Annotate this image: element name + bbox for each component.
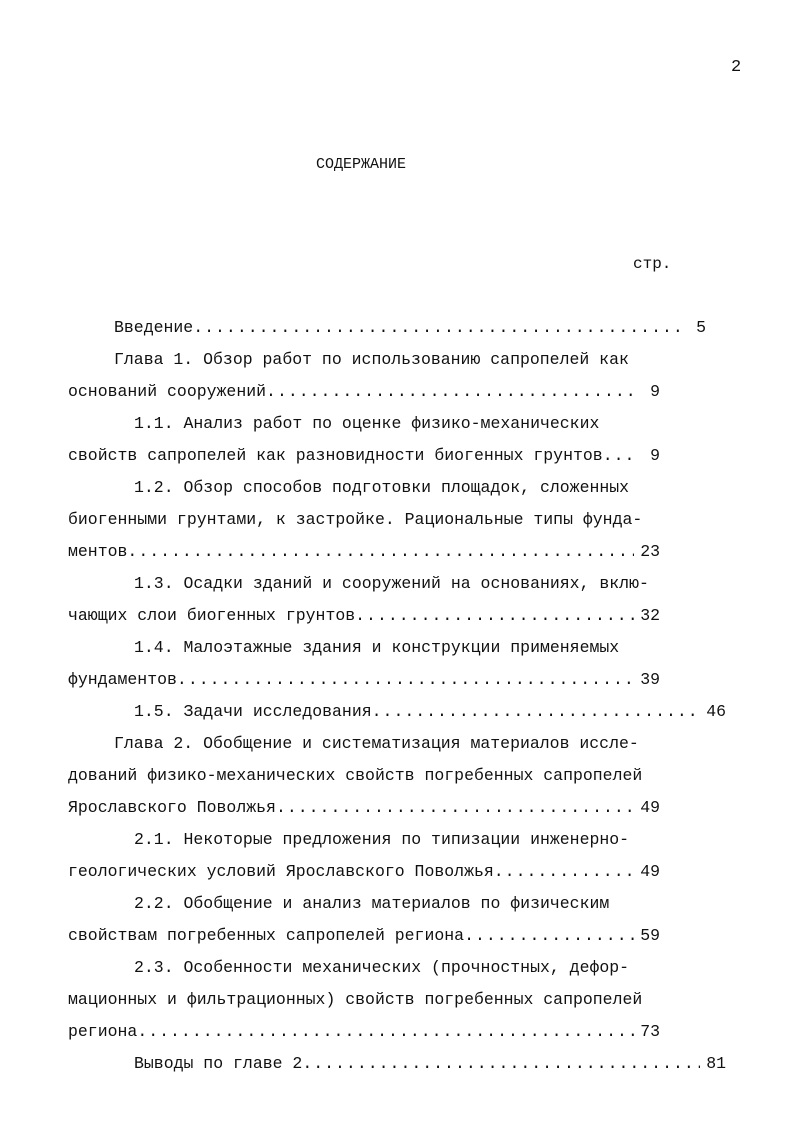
toc-entry bbox=[68, 798, 660, 818]
toc-entry-title: 2.1. Некоторые предложения по типизации инженерно- bbox=[134, 830, 630, 849]
toc-entry-page: 59 bbox=[640, 926, 660, 945]
toc-entry-title: 1.5. Задачи исследования bbox=[134, 702, 372, 721]
toc-entry bbox=[68, 670, 660, 690]
toc-entry-title-cont: Ярославского Поволжья bbox=[68, 798, 276, 817]
toc-entry-title-mid: дований физико-механических свойств погребенных сапропелей bbox=[68, 766, 643, 785]
toc-entry-title: Выводы по главе 2 bbox=[134, 1054, 303, 1073]
toc-entry bbox=[68, 1054, 726, 1074]
toc-entry-title: Глава 1. Обзор работ по использованию сапропелей как bbox=[114, 350, 629, 369]
toc-entry-title-cont: свойств сапропелей как разновидности биогенных грунтов bbox=[68, 446, 603, 465]
toc-entry-title-cont: чающих слои биогенных грунтов bbox=[68, 606, 356, 625]
toc-entry-title: 1.3. Осадки зданий и сооружений на основаниях, вклю- bbox=[134, 574, 649, 593]
toc-entry-title-mid: биогенными грунтами, к застройке. Рациональные типы фунда- bbox=[68, 510, 643, 529]
toc-entry-title-cont: оснований сооружений bbox=[68, 382, 267, 401]
toc-entry-page: 9 bbox=[650, 382, 660, 401]
page-column-label: стр. bbox=[633, 255, 672, 273]
toc-entry-page: 46 bbox=[706, 702, 726, 721]
toc-entry-page: 9 bbox=[650, 446, 660, 465]
toc-entry bbox=[68, 606, 660, 626]
toc-entry-page: 49 bbox=[640, 862, 660, 881]
toc-entry bbox=[68, 382, 660, 402]
toc-entry bbox=[68, 446, 660, 466]
toc-entry-title-mid: мационных и фильтрационных) свойств погребенных сапропелей bbox=[68, 990, 643, 1009]
toc-entry bbox=[68, 318, 706, 338]
toc-entry-title: 2.3. Особенности механических (прочностных, дефор- bbox=[134, 958, 630, 977]
toc-entry-page: 73 bbox=[640, 1022, 660, 1041]
toc-entry-title: 2.2. Обобщение и анализ материалов по физическим bbox=[134, 894, 610, 913]
toc-entry-title-cont: ментов bbox=[68, 542, 128, 561]
toc-entry-page: 23 bbox=[640, 542, 660, 561]
toc-entry-page: 49 bbox=[640, 798, 660, 817]
toc-entry-title: 1.4. Малоэтажные здания и конструкции применяемых bbox=[134, 638, 620, 657]
toc-entry-title: 1.2. Обзор способов подготовки площадок, сложенных bbox=[134, 478, 630, 497]
toc-entry-page: 39 bbox=[640, 670, 660, 689]
toc-entry-title-cont: региона bbox=[68, 1022, 138, 1041]
toc-entry bbox=[68, 542, 660, 562]
toc-entry-title-cont: свойствам погребенных сапропелей региона bbox=[68, 926, 465, 945]
toc-entry bbox=[68, 862, 660, 882]
toc-entry-page: 5 bbox=[696, 318, 706, 337]
toc-entry-title: Глава 2. Обобщение и систематизация материалов иссле- bbox=[114, 734, 639, 753]
toc-entry-title: Введение bbox=[114, 318, 194, 337]
toc-entry-page: 32 bbox=[640, 606, 660, 625]
toc-entry-title-cont: фундаментов bbox=[68, 670, 177, 689]
page-title: СОДЕРЖАНИЕ bbox=[316, 156, 407, 173]
toc-entry bbox=[68, 1022, 660, 1042]
page-number: 2 bbox=[731, 58, 742, 77]
toc-entry-title-cont: геологических условий Ярославского Поволжья bbox=[68, 862, 494, 881]
toc-entry-page: 81 bbox=[706, 1054, 726, 1073]
toc-entry bbox=[68, 702, 726, 722]
toc-entry-title: 1.1. Анализ работ по оценке физико-механических bbox=[134, 414, 600, 433]
toc-entry bbox=[68, 926, 660, 946]
